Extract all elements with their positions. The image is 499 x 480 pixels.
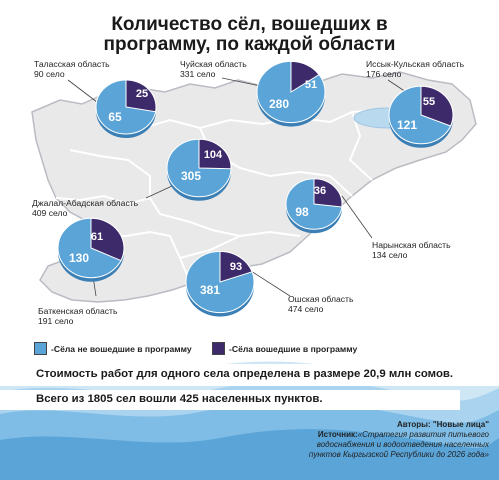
region-name-naryn: Нарынская область (372, 240, 451, 250)
region-total-chui: 331 село (180, 69, 216, 79)
pie-value-included: 61 (90, 231, 104, 243)
source-line-1 (309, 430, 489, 440)
source-value-3: пунктов Кыргызской Республики до 2026 года» (308, 450, 489, 459)
legend-label-not-included: -Сёла не вошедшие в программу (51, 343, 192, 354)
source-label: Источник: (317, 430, 358, 439)
source-block (309, 420, 489, 460)
region-name-batken: Баткенская область (38, 306, 118, 316)
cost-text: Стоимость работ для одного села определена в размере 20,9 млн сомов. (36, 368, 454, 380)
legend-not-included (34, 342, 192, 355)
pie-value-included: 55 (422, 96, 436, 108)
pie-0 (96, 80, 156, 138)
total-banner (0, 390, 460, 410)
region-name-talas: Таласская область (34, 59, 110, 69)
pie-5 (58, 218, 124, 281)
source-value-1: «Стратегия развития питьевого (357, 430, 489, 439)
region-total-issyk-kul: 176 село (366, 69, 402, 79)
region-total-batken: 191 село (38, 316, 74, 326)
authors-line (309, 420, 489, 430)
cost-banner (0, 364, 499, 386)
source-value-2: водоснабжения и водоотведения населенных (316, 440, 489, 449)
pie-1 (257, 61, 325, 126)
pie-value-not-included: 381 (199, 283, 221, 297)
pie-2 (389, 86, 453, 148)
source-line-3 (309, 450, 489, 460)
legend-swatch-not-included (34, 342, 47, 355)
legend-swatch-included (212, 342, 225, 355)
pie-value-not-included: 305 (180, 169, 202, 183)
pie-value-not-included: 65 (108, 110, 122, 124)
region-name-osh: Ошская область (288, 294, 354, 304)
region-name-jalal-abad: Джалал-Абадская область (32, 198, 139, 208)
region-total-talas: 90 село (34, 69, 65, 79)
region-total-naryn: 134 село (372, 250, 408, 260)
region-total-osh: 474 село (288, 304, 324, 314)
region-name-issyk-kul: Иссык-Кульская область (366, 59, 465, 69)
authors-value: "Новые лица" (432, 420, 489, 429)
pie-value-included: 25 (135, 88, 149, 100)
pie-3 (167, 139, 231, 201)
chart-title-line-2: программу, по каждой области (103, 34, 396, 55)
legend-label-included: -Сёла вошедшие в программу (229, 343, 358, 354)
source-line-2 (309, 440, 489, 450)
pie-value-included: 36 (313, 185, 327, 197)
pie-value-included: 51 (304, 79, 318, 91)
pie-value-not-included: 130 (68, 251, 90, 265)
pie-value-included: 104 (203, 149, 223, 161)
chart-title-line-1: Количество сёл, вошедших в (111, 14, 388, 35)
pie-6 (186, 251, 254, 316)
legend-included (212, 342, 357, 355)
pie-value-not-included: 98 (295, 205, 309, 219)
region-name-chui: Чуйская область (180, 59, 247, 69)
pie-value-not-included: 121 (396, 118, 418, 132)
pie-value-not-included: 280 (268, 97, 290, 111)
pie-4 (286, 179, 342, 233)
total-text: Всего из 1805 сел вошли 425 населенных пунктов. (36, 393, 323, 405)
pie-value-included: 93 (229, 261, 243, 273)
authors-label: Авторы: (396, 420, 431, 429)
region-total-jalal-abad: 409 село (32, 208, 68, 218)
